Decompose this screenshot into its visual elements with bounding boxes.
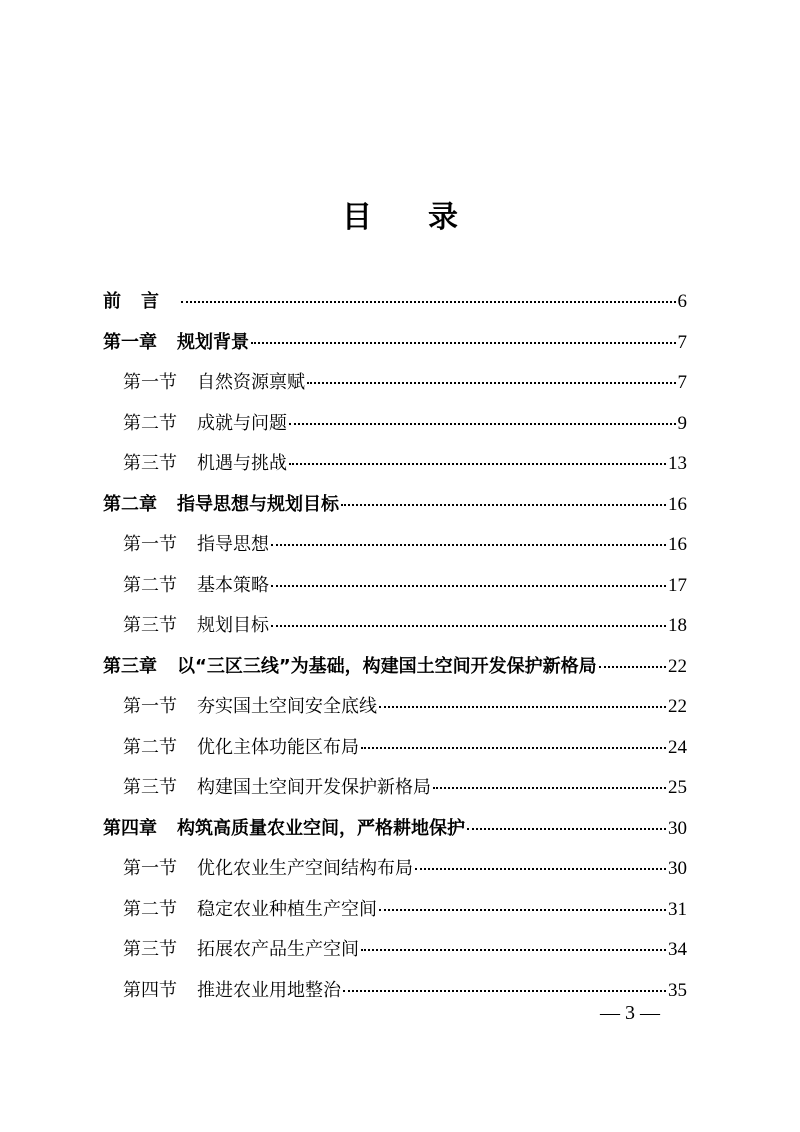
toc-entry-number: 第三节 — [123, 615, 177, 636]
toc-entry-title: 指导思想与规划目标 — [177, 493, 339, 515]
toc-entry-title: 拓展农产品生产空间 — [197, 939, 359, 960]
toc-entry-number: 第四章 — [103, 817, 157, 839]
toc-entry-title: 稳定农业种植生产空间 — [197, 898, 377, 920]
toc-entry-number: 第一节 — [123, 534, 177, 555]
toc-section-entry[interactable] — [123, 687, 687, 727]
toc-entry-title: 自然资源禀赋 — [197, 372, 305, 393]
toc-entry-title: 夯实国土空间安全底线 — [197, 696, 377, 717]
toc-entry-number: 第三章 — [103, 655, 157, 677]
page-number-footer: — 3 — — [600, 1002, 660, 1024]
toc-section-entry[interactable] — [123, 930, 687, 970]
toc-dot-leader — [415, 868, 666, 870]
toc-page-number: 18 — [668, 615, 687, 636]
toc-page-number: 6 — [677, 291, 687, 312]
toc-entry-number: 第一节 — [123, 696, 177, 717]
toc-entry-number: 第一章 — [103, 331, 157, 353]
toc-dot-leader — [251, 342, 676, 344]
toc-entry-title: 规划背景 — [177, 331, 249, 353]
toc-dot-leader — [271, 544, 666, 546]
toc-section-entry[interactable] — [123, 768, 687, 808]
toc-dot-leader — [599, 666, 666, 668]
toc-chapter-entry[interactable] — [103, 485, 687, 525]
toc-dot-leader — [361, 747, 666, 749]
toc-dot-leader — [289, 463, 666, 465]
toc-page-number: 7 — [677, 372, 687, 393]
toc-page-number: 30 — [668, 817, 687, 839]
toc-page-number: 34 — [668, 939, 687, 960]
toc-dot-leader — [271, 585, 666, 587]
toc-entry-number: 第一节 — [123, 372, 177, 393]
toc-section-entry[interactable] — [123, 525, 687, 565]
toc-entry-title: 基本策略 — [197, 574, 269, 596]
toc-entry-number: 前言 — [103, 291, 179, 312]
toc-section-entry[interactable] — [123, 566, 687, 606]
toc-section-entry[interactable] — [123, 849, 687, 889]
toc-dot-leader — [433, 787, 666, 789]
toc-page-number: 24 — [668, 736, 687, 758]
toc-entry-title: 以“三区三线”为基础，构建国土空间开发保护新格局 — [177, 655, 597, 677]
toc-entry-title: 成就与问题 — [197, 412, 287, 434]
toc-page-number: 22 — [668, 696, 687, 717]
toc-section-entry[interactable] — [123, 890, 687, 930]
toc-dot-leader — [467, 828, 666, 830]
toc-entry-title: 推进农业用地整治 — [197, 979, 341, 1001]
toc-page-number: 16 — [668, 534, 687, 555]
toc-page-number: 30 — [668, 858, 687, 879]
toc-page-number: 35 — [668, 979, 687, 1001]
toc-page-number: 9 — [677, 412, 687, 434]
toc-page-number: 17 — [668, 574, 687, 596]
page-title — [0, 196, 800, 240]
toc-page-number: 31 — [668, 898, 687, 920]
toc-chapter-entry[interactable] — [103, 323, 687, 363]
toc-entry-title: 机遇与挑战 — [197, 453, 287, 474]
toc-entry-number: 第四节 — [123, 979, 177, 1001]
toc-section-entry[interactable] — [123, 404, 687, 444]
toc-dot-leader — [181, 301, 676, 303]
toc-dot-leader — [307, 382, 676, 384]
page-title-char-2: 录 — [428, 200, 514, 235]
toc-dot-leader — [289, 423, 676, 425]
toc-dot-leader — [379, 706, 666, 708]
toc-chapter-entry[interactable] — [103, 282, 687, 322]
toc-dot-leader — [341, 504, 666, 506]
toc-entry-number: 第二章 — [103, 493, 157, 515]
page-title-char-1: 目 — [342, 200, 428, 235]
toc-section-entry[interactable] — [123, 606, 687, 646]
toc-entry-title: 构建国土空间开发保护新格局 — [197, 777, 431, 798]
toc-dot-leader — [361, 949, 666, 951]
toc-page-number: 7 — [677, 331, 687, 353]
toc-dot-leader — [343, 990, 666, 992]
toc-entry-number: 第二节 — [123, 574, 177, 596]
toc-entry-number: 第二节 — [123, 412, 177, 434]
toc-entry-number: 第二节 — [123, 736, 177, 758]
toc-entry-number: 第一节 — [123, 858, 177, 879]
toc-page-number: 13 — [668, 453, 687, 474]
toc-chapter-entry[interactable] — [103, 647, 687, 687]
toc-entry-title: 指导思想 — [197, 534, 269, 555]
toc-entry-title: 优化主体功能区布局 — [197, 736, 359, 758]
toc-page-number: 22 — [668, 655, 687, 677]
toc-entry-number: 第二节 — [123, 898, 177, 920]
toc-dot-leader — [271, 625, 666, 627]
toc-chapter-entry[interactable] — [103, 809, 687, 849]
toc-dot-leader — [379, 909, 666, 911]
toc-entry-number: 第三节 — [123, 777, 177, 798]
toc-entry-title: 构筑高质量农业空间，严格耕地保护 — [177, 817, 465, 839]
toc-entry-title: 规划目标 — [197, 615, 269, 636]
toc-section-entry[interactable] — [123, 728, 687, 768]
toc-section-entry[interactable] — [123, 444, 687, 484]
toc-section-entry[interactable] — [123, 363, 687, 403]
toc-entry-number: 第三节 — [123, 453, 177, 474]
toc-page-number: 16 — [668, 493, 687, 515]
toc-page-number: 25 — [668, 777, 687, 798]
toc-entry-title: 优化农业生产空间结构布局 — [197, 858, 413, 879]
toc-entry-number: 第三节 — [123, 939, 177, 960]
